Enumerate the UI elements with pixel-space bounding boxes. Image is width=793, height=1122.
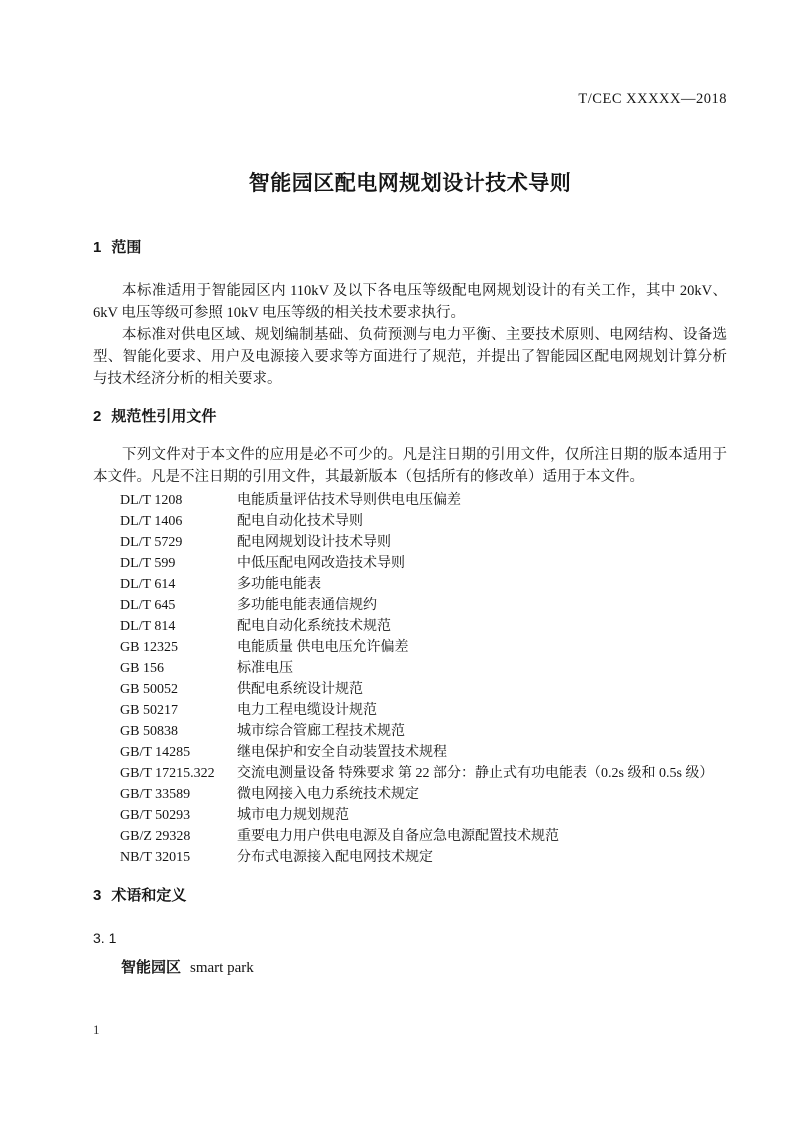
section-number: 3 <box>93 887 102 904</box>
reference-title: 多功能电能表通信规约 <box>237 598 377 613</box>
reference-list <box>120 490 727 868</box>
reference-row <box>120 847 727 868</box>
reference-row <box>120 700 727 721</box>
reference-title: 电能质量 供电电压允许偏差 <box>237 640 409 655</box>
reference-code: GB/T 17215.322 <box>120 766 215 781</box>
reference-title: 城市电力规划规范 <box>237 808 349 823</box>
term-chinese: 智能园区 <box>121 959 182 976</box>
reference-title: 中低压配电网改造技术导则 <box>237 556 405 571</box>
scope-paragraph-1: 本标准适用于智能园区内 110kV 及以下各电压等级配电网规划设计的有关工作，其中 20kV、6kV 电压等级可参照 10kV 电压等级的相关技术要求执行。 <box>93 283 727 321</box>
reference-row <box>120 721 727 742</box>
reference-code: DL/T 814 <box>120 619 176 634</box>
reference-row <box>120 616 727 637</box>
reference-row <box>120 679 727 700</box>
reference-title: 城市综合管廊工程技术规范 <box>237 724 405 739</box>
references-intro-paragraph: 下列文件对于本文件的应用是必不可少的。凡是注日期的引用文件，仅所注日期的版本适用于本文件。凡是不注日期的引用文件，其最新版本（包括所有的修改单）适用于本文件。 <box>93 447 727 485</box>
reference-title: 微电网接入电力系统技术规定 <box>237 787 419 802</box>
reference-row <box>120 490 727 511</box>
section-title: 术语和定义 <box>111 887 187 904</box>
document-title: 智能园区配电网规划设计技术导则 <box>248 172 572 195</box>
reference-code: GB/T 50293 <box>120 808 191 823</box>
reference-title: 标准电压 <box>237 661 293 676</box>
reference-row <box>120 763 727 784</box>
reference-row <box>120 742 727 763</box>
reference-title: 分布式电源接入配电网技术规定 <box>237 850 433 865</box>
reference-title: 配电自动化技术导则 <box>237 514 363 529</box>
reference-code: GB/T 14285 <box>120 745 191 760</box>
reference-code: DL/T 5729 <box>120 535 183 550</box>
page-content <box>93 0 727 978</box>
reference-code: DL/T 1208 <box>120 493 183 508</box>
section-heading-references <box>93 408 727 426</box>
reference-title: 配电自动化系统技术规范 <box>237 619 391 634</box>
reference-code: NB/T 32015 <box>120 850 191 865</box>
reference-row <box>120 826 727 847</box>
section-title: 规范性引用文件 <box>111 408 217 425</box>
reference-title: 电能质量评估技术导则供电电压偏差 <box>237 493 461 508</box>
reference-title: 继电保护和安全自动装置技术规程 <box>237 745 447 760</box>
reference-title: 供配电系统设计规范 <box>237 682 363 697</box>
section-heading-terms <box>93 887 727 905</box>
clause-number: 3. 1 <box>93 930 117 946</box>
reference-row <box>120 574 727 595</box>
reference-row <box>120 805 727 826</box>
page-number: 1 <box>93 1022 100 1037</box>
term-definition-line <box>93 958 727 978</box>
reference-row <box>120 553 727 574</box>
reference-row <box>120 595 727 616</box>
term-english: smart park <box>190 960 254 976</box>
section-number: 1 <box>93 239 102 256</box>
reference-title: 多功能电能表 <box>237 577 321 592</box>
scope-paragraph-2: 本标准对供电区域、规划编制基础、负荷预测与电力平衡、主要技术原则、电网结构、设备选型、智能化要求、用户及电源接入要求等方面进行了规范，并提出了智能园区配电网规划计算分析与技术经济分析的相关要求。 <box>93 327 727 387</box>
reference-title: 重要电力用户供电电源及自备应急电源配置技术规范 <box>237 829 559 844</box>
reference-code: DL/T 614 <box>120 577 176 592</box>
reference-title: 交流电测量设备 特殊要求 第 22 部分：静止式有功电能表（0.2s 级和 0.5s 级） <box>237 766 714 781</box>
reference-title: 电力工程电缆设计规范 <box>237 703 377 718</box>
reference-code: GB 12325 <box>120 640 178 655</box>
section-heading-scope <box>93 239 727 257</box>
reference-code: DL/T 1406 <box>120 514 183 529</box>
reference-code: GB/Z 29328 <box>120 829 191 844</box>
reference-code: DL/T 645 <box>120 598 176 613</box>
reference-code: GB 156 <box>120 661 164 676</box>
reference-row <box>120 511 727 532</box>
reference-row <box>120 784 727 805</box>
reference-code: DL/T 599 <box>120 556 176 571</box>
reference-code: GB 50052 <box>120 682 178 697</box>
reference-code: GB/T 33589 <box>120 787 191 802</box>
reference-code: GB 50217 <box>120 703 178 718</box>
section-number: 2 <box>93 408 102 425</box>
reference-row <box>120 532 727 553</box>
reference-code: GB 50838 <box>120 724 178 739</box>
reference-title: 配电网规划设计技术导则 <box>237 535 391 550</box>
standard-number: T/CEC XXXXX—2018 <box>578 91 727 107</box>
reference-row <box>120 658 727 679</box>
section-title: 范围 <box>111 239 142 256</box>
reference-row <box>120 637 727 658</box>
